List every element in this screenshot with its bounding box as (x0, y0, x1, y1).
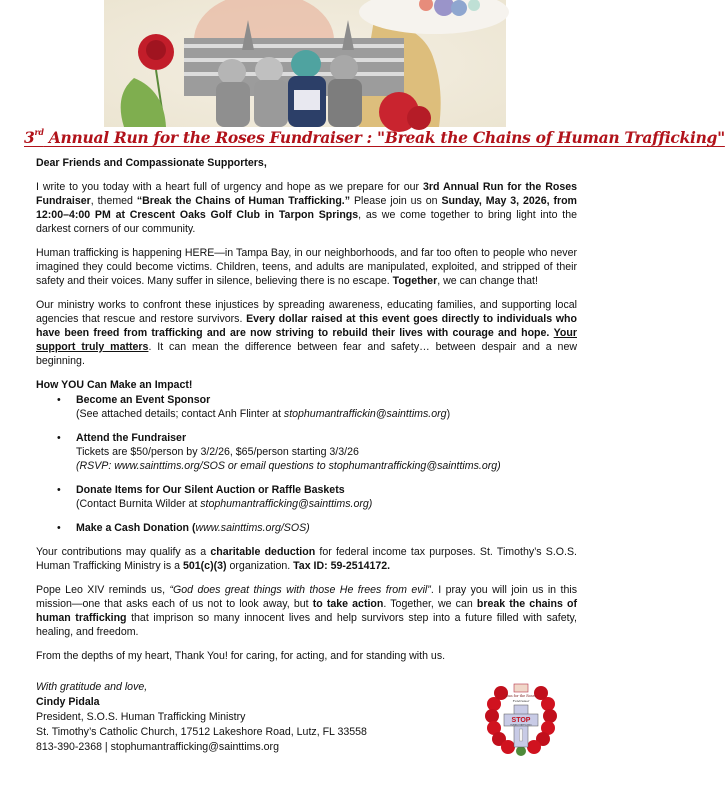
signer-address: St. Timothy’s Catholic Church, 17512 Lakeshore Road, Lutz, FL 33558 (36, 726, 367, 738)
signer-contact[interactable]: 813-390-2368 | stophumantrafficking@sainttims.org (36, 741, 279, 753)
impact-item-cash-donation (36, 521, 577, 535)
emphasis-underlined: Your support truly matters (36, 327, 577, 353)
text: that imprison so many innocent lives and help survivors step into a future filled with safety, healing, and freedom. (36, 612, 577, 638)
logo-top-text: Run for the Roses (505, 694, 537, 698)
logo-graphic (484, 682, 558, 758)
signer-role: President, S.O.S. Human Trafficking Ministry (36, 711, 246, 723)
rose-left-center (146, 40, 166, 60)
email-link[interactable]: stophumantrafficking@sainttims.org) (200, 498, 373, 510)
small-cross-icon (520, 729, 523, 741)
impact-list (36, 393, 577, 535)
text: for federal income tax purposes. St. Timothy’s S.O.S. Human Trafficking Ministry is a (36, 546, 577, 572)
text: (Contact Burnita Wilder at (76, 498, 201, 510)
text: ) (446, 408, 451, 420)
text: . It can mean the difference between fear and safety… between despair and a new beginning. (36, 341, 577, 367)
paragraph-tax (36, 545, 577, 573)
impact-item-attend (36, 431, 577, 473)
title-ordinal: 3 (24, 128, 35, 147)
title-text: Annual Run for the Roses Fundraiser : "Break the Chains of Human Trafficking" (43, 128, 725, 147)
signer-name: Cindy Pidala (36, 696, 100, 708)
tax-id: Tax ID: 59-2514172. (293, 560, 391, 572)
text: organization. (226, 560, 294, 572)
signature-block (36, 680, 367, 755)
grandstand-tier (184, 72, 404, 76)
text: , we can change that! (437, 275, 538, 287)
closing: With gratitude and love, (36, 681, 148, 693)
event-title (24, 121, 725, 149)
emphasis: charitable deduction (210, 546, 316, 558)
text: Your contributions may qualify as a (36, 546, 211, 558)
text: , as we come together to bring light into the darkest corners of our community. (36, 209, 577, 235)
grandstand-tier (184, 44, 404, 48)
quote: “God does great things with those He frees from evil” (169, 584, 431, 596)
paragraph-intro (36, 180, 577, 236)
bullet-icon: • (57, 432, 61, 444)
text: Please join us on (350, 195, 442, 207)
logo-stop-sub: HUMAN TRAFFICKING (510, 724, 532, 727)
text: (See attached details; contact Anh Flinter at (76, 408, 284, 420)
text: Pope Leo XIV reminds us, (36, 584, 170, 596)
text: Human trafficking is happening HERE—in Tampa Bay, in our neighborhoods, and far too often to people who never imagined they could become victims. Children, teens, and adults are manipulated, exploited, and stripped of their safety and their voices. Many suffer in silence, believing there is no escape. (36, 247, 577, 287)
impact-heading: How YOU Can Make an Impact! (36, 379, 193, 391)
paragraph-quote (36, 583, 577, 639)
emphasis: break the chains of human trafficking (36, 598, 577, 624)
email-link[interactable]: stophumantraffickin@sainttims.org (283, 408, 447, 420)
emphasis: Together (392, 275, 438, 287)
header-banner-image (104, 0, 506, 127)
logo-sub-text: Fundraiser (512, 699, 530, 703)
rsvp-info[interactable]: (RSVP: www.sainttims.org/SOS or email questions to stophumantrafficking@sainttims.org) (76, 460, 501, 472)
text: . Together, we can (383, 598, 477, 610)
bullet-icon: • (57, 394, 61, 406)
emphasis: 501(c)(3) (182, 560, 227, 572)
event-theme: “Break the Chains of Human Trafficking.” (136, 195, 351, 207)
text: Make a Cash Donation ( (76, 522, 196, 534)
impact-item-sponsor (36, 393, 577, 421)
paragraph-problem (36, 246, 577, 288)
impact-item-title (76, 521, 577, 535)
emphasis: Every dollar raised at this event goes directly to individuals who have been freed from trafficking and are now striving to rebuild their lives with courage and hope. (36, 313, 577, 339)
title-ordinal-suffix: rd (34, 127, 44, 137)
impact-item-donate-items (36, 483, 577, 511)
crest-icon (514, 684, 528, 692)
emphasis: to take action (312, 598, 384, 610)
bullet-icon: • (57, 522, 61, 534)
impact-item-title: Attend the Fundraiser (76, 432, 187, 444)
donation-link[interactable]: www.sainttims.org/SOS) (195, 522, 310, 534)
paragraph-mission (36, 298, 577, 368)
impact-item-title: Become an Event Sponsor (76, 394, 211, 406)
bullet-icon: • (57, 484, 61, 496)
text: I write to you today with a heart full of urgency and hope as we prepare for our (36, 181, 423, 193)
text: . I pray you will join us in this mission—one that asks each of us not to look away, but (36, 584, 577, 610)
impact-item-detail (76, 407, 577, 421)
letter-body (36, 156, 577, 673)
rose-wreath-logo (484, 682, 558, 758)
impact-item-detail (76, 497, 577, 511)
event-name: 3rd Annual Run for the Roses Fundraiser (36, 181, 578, 207)
hat-flower-blue (451, 0, 467, 16)
text: Our ministry works to confront these injustices by spreading awareness, educating families, and supporting local agencies that rescue and restore survivors. (36, 299, 577, 325)
banner-illustration (104, 0, 506, 127)
event-date-location: Sunday, May 3, 2026, from 12:00–4:00 PM at Crescent Oaks Golf Club in Tarpon Springs (36, 195, 577, 221)
text: , themed (90, 195, 137, 207)
ticket-prices: Tickets are $50/person by 3/2/26, $65/person starting 3/3/26 (76, 446, 359, 458)
greeting: Dear Friends and Compassionate Supporters, (36, 157, 267, 169)
impact-item-title: Donate Items for Our Silent Auction or Raffle Baskets (76, 484, 345, 496)
paragraph-thanks: From the depths of my heart, Thank You! for caring, for acting, and for standing with us. (36, 650, 446, 662)
logo-stop-text: STOP (511, 717, 531, 724)
